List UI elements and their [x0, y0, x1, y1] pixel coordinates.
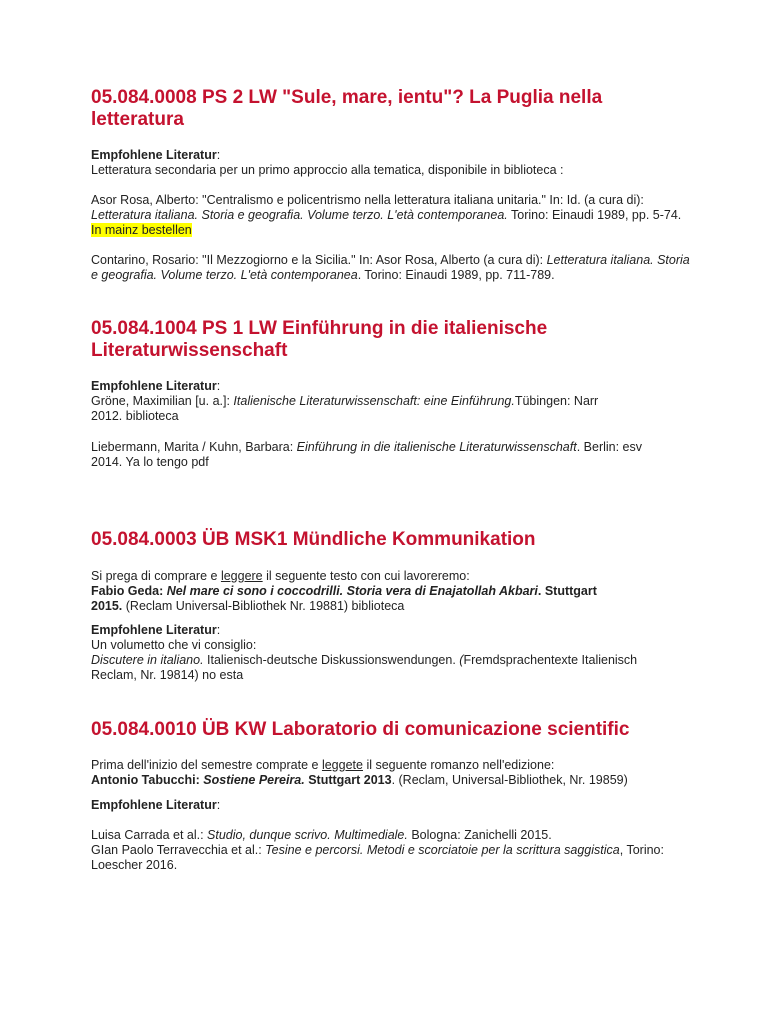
book-title: Nel mare ci sono i coccodrilli. Storia vera di Enajatollah Akbari — [166, 584, 538, 598]
recommended-label: Empfohlene Literatur — [91, 623, 217, 637]
highlighted-note: In mainz bestellen — [91, 223, 192, 237]
required-book: Fabio Geda: Nel mare ci sono i coccodrilli. Storia vera di Enajatollah Akbari. Stuttgart 2015. (Reclam Universal-Bibliothek Nr. 19881) biblioteca — [91, 584, 597, 613]
intro-text: Si prega di comprare e leggere il seguente testo con cui lavoreremo: — [91, 569, 470, 583]
reference-item: Luisa Carrada et al.: Studio, dunque scrivo. Multimediale. Bologna: Zanichelli 2015. — [91, 828, 552, 842]
section-ps2-puglia — [91, 87, 691, 131]
recommended-label-line: Empfohlene Literatur: — [91, 148, 221, 162]
reference-item: Liebermann, Marita / Kuhn, Barbara: Einführung in die italienische Literaturwissenschaft. Berlin: esv 2014. Ya lo tengo pdf — [91, 440, 643, 469]
recommended-literature-block: Empfohlene Literatur: Un volumetto che vi consiglio: Discutere in italiano. Italienisch-deutsche Diskussionswendungen. (Fremdsprachentexte Italienisch Reclam, Nr. 19814) no esta — [91, 623, 671, 683]
required-reading-block — [91, 569, 631, 614]
recommended-label-line: Empfohlene Literatur: — [91, 623, 221, 637]
recommended-label: Empfohlene Literatur — [91, 798, 217, 812]
recommended-label-line: Empfohlene Literatur: — [91, 379, 221, 393]
section-ps1-einfuehrung — [91, 318, 691, 362]
reference-title: Letteratura italiana. Storia e geografia. Volume terzo. L'età contemporanea. — [91, 208, 508, 222]
reference-title: Einführung in die italienische Literaturwissenschaft — [296, 440, 577, 454]
section-title: 05.084.0003 ÜB MSK1 Mündliche Kommunikation — [91, 529, 536, 550]
section-title: 05.084.1004 PS 1 LW Einführung in die italienische Literaturwissenschaft — [91, 318, 548, 361]
reference-item: GIan Paolo Terravecchia et al.: Tesine e percorsi. Metodi e scorciatoie per la scrittura saggistica, Torino: Loescher 2016. — [91, 843, 664, 872]
reference-item: Gröne, Maximilian [u. a.]: Italienische Literaturwissenschaft: eine Einführung.Tübingen: Narr 2012. biblioteca — [91, 394, 599, 423]
reference-item: Asor Rosa, Alberto: "Centralismo e policentrismo nella letteratura italiana unitaria." In: Id. (a cura di): Letteratura italiana. Storia e geografia. Volume terzo. L'età contemporanea. Torino: Einaudi 1989, pp. 5-74. In mainz bestellen — [91, 193, 682, 237]
reference-title: Discutere in italiano. — [91, 653, 204, 667]
section-kw-laboratorio — [91, 719, 691, 741]
section-msk1 — [91, 529, 691, 551]
reference-title: Tesine e percorsi. Metodi e scorciatoie per la scrittura saggistica — [265, 843, 620, 857]
recommended-literature-block — [91, 148, 691, 178]
intro-text: Letteratura secondaria per un primo approccio alla tematica, disponibile in biblioteca : — [91, 163, 564, 177]
reference-title: Letteratura italiana. Storia e geografia. Volume terzo. L'età contemporanea — [91, 253, 690, 282]
reference-item: Discutere in italiano. Italienisch-deutsche Diskussionswendungen. (Fremdsprachentexte Italienisch Reclam, Nr. 19814) no esta — [91, 653, 638, 682]
book-title: Sostiene Pereira. — [203, 773, 305, 787]
section-title: 05.084.0010 ÜB KW Laboratorio di comunicazione scientific — [91, 719, 630, 740]
section-title: 05.084.0008 PS 2 LW "Sule, mare, ientu"? La Puglia nella letteratura — [91, 87, 603, 130]
intro-text: Prima dell'inizio del semestre comprate e leggete il seguente romanzo nell'edizione: — [91, 758, 555, 772]
reference-title: Studio, dunque scrivo. Multimediale. — [207, 828, 408, 842]
required-book: Antonio Tabucchi: Sostiene Pereira. Stuttgart 2013. (Reclam, Universal-Bibliothek, Nr. 19859) — [91, 773, 628, 787]
recommended-label: Empfohlene Literatur — [91, 379, 217, 393]
reference-title: Italienische Literaturwissenschaft: eine Einführung. — [233, 394, 515, 408]
recommended-literature-block — [91, 798, 691, 813]
recommended-label: Empfohlene Literatur — [91, 148, 217, 162]
reference-item: Contarino, Rosario: "Il Mezzogiorno e la Sicilia." In: Asor Rosa, Alberto (a cura di): Letteratura italiana. Storia e geografia. Volume terzo. L'età contemporanea. Torino: Einaudi 1989, pp. 711-789. — [91, 253, 690, 282]
recommended-label-line: Empfohlene Literatur: — [91, 798, 221, 812]
reference-list — [91, 828, 691, 873]
required-reading-block — [91, 758, 691, 788]
recommended-literature-block — [91, 379, 691, 424]
